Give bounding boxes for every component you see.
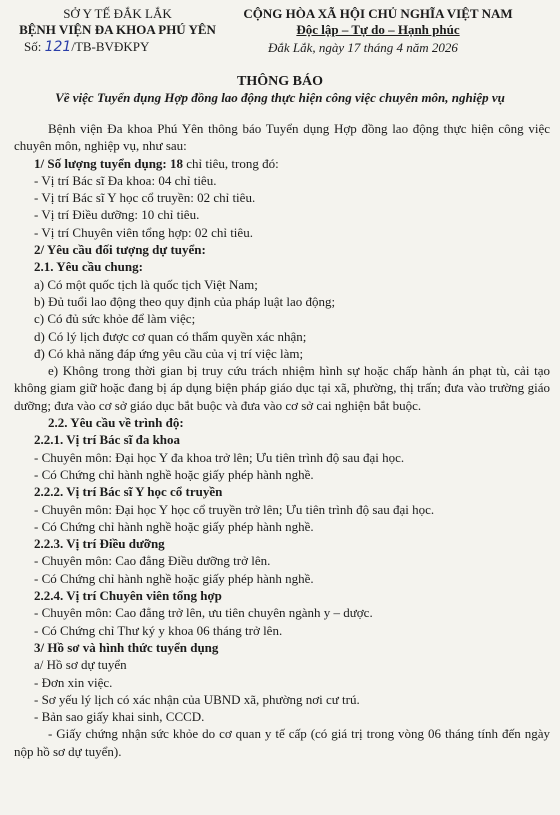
document-title: THÔNG BÁO xyxy=(237,74,323,89)
doc-number-label: Số: xyxy=(24,39,42,54)
section3-sub: a/ Hồ sơ dự tuyển xyxy=(34,657,127,673)
section3-heading: 3/ Hồ sơ và hình thức tuyển dụng xyxy=(34,639,219,655)
list-item: - Chuyên môn: Đại học Y đa khoa trở lên; Ưu tiên trình độ sau đại học. xyxy=(34,449,405,465)
list-item: - Vị trí Chuyên viên tổng hợp: 02 chỉ tiêu. xyxy=(34,224,253,240)
list-item: - Vị trí Điều dưỡng: 10 chỉ tiêu. xyxy=(34,207,200,223)
position-heading: 2.2.3. Vị trí Điều dưỡng xyxy=(34,536,165,552)
national-motto: Độc lập – Tự do – Hạnh phúc xyxy=(296,22,460,37)
position-heading: 2.2.4. Vị trí Chuyên viên tổng hợp xyxy=(34,588,222,604)
list-item: a) Có một quốc tịch là quốc tịch Việt Nam; xyxy=(34,276,258,292)
national-heading xyxy=(228,6,528,38)
position-heading: 2.2.2. Vị trí Bác sĩ Y học cổ truyền xyxy=(34,484,223,500)
issuer-department: SỞ Y TẾ ĐẮK LẮK xyxy=(63,6,172,21)
list-item: - Sơ yếu lý lịch có xác nhận của UBND xã, phường nơi cư trú. xyxy=(34,691,360,707)
list-item: đ) Có khả năng đáp ứng yêu cầu của vị trí việc làm; xyxy=(34,345,304,361)
list-item-last: - Giấy chứng nhận sức khỏe do cơ quan y tế cấp (có giá trị trong vòng 06 tháng tính đến ngày nộp hồ sơ dự tuyển). xyxy=(14,726,550,759)
list-item: - Có Chứng chỉ hành nghề hoặc giấy phép hành nghề. xyxy=(34,518,314,534)
list-item: - Chuyên môn: Cao đẳng trở lên, ưu tiên chuyên ngành y – dược. xyxy=(34,605,373,621)
document-subtitle: Về việc Tuyển dụng Hợp đồng lao động thực hiện công việc chuyên môn, nghiệp vụ xyxy=(55,90,505,105)
doc-number-suffix: /TB-BVĐKPY xyxy=(71,39,150,54)
document-body xyxy=(14,120,550,760)
list-item: - Vị trí Bác sĩ Y học cổ truyền: 02 chỉ tiêu. xyxy=(34,190,256,206)
list-item: b) Đủ tuổi lao động theo quy định của pháp luật lao động; xyxy=(34,293,336,309)
issuer-block xyxy=(10,6,225,38)
intro-paragraph: Bệnh viện Đa khoa Phú Yên thông báo Tuyển dụng Hợp đồng lao động thực hiện công việc chuyên môn, nghiệp vụ, như sau: xyxy=(14,121,550,154)
list-item: - Đơn xin việc. xyxy=(34,674,113,690)
section2-heading: 2/ Yêu cầu đối tượng dự tuyển: xyxy=(34,242,206,258)
section2-1-heading: 2.1. Yêu cầu chung: xyxy=(34,259,143,275)
list-item: - Có Chứng chỉ hành nghề hoặc giấy phép hành nghề. xyxy=(34,570,314,586)
position-heading: 2.2.1. Vị trí Bác sĩ đa khoa xyxy=(34,432,181,448)
section1-heading: 1/ Số lượng tuyển dụng: 18 chỉ tiêu, trong đó: xyxy=(34,155,279,171)
document-date: Đắk Lắk, ngày 17 tháng 4 năm 2026 xyxy=(268,40,458,55)
list-item: d) Có lý lịch được cơ quan có thẩm quyền xác nhận; xyxy=(34,328,307,344)
list-item: - Chuyên môn: Đại học Y học cổ truyền trở lên; Ưu tiên trình độ sau đại học. xyxy=(34,501,435,517)
list-item: - Vị trí Bác sĩ Đa khoa: 04 chỉ tiêu. xyxy=(34,172,217,188)
issuer-hospital: BỆNH VIỆN ĐA KHOA PHÚ YÊN xyxy=(19,22,216,37)
list-item: - Chuyên môn: Cao đẳng Điều dưỡng trở lên. xyxy=(34,553,271,569)
list-item: - Có Chứng chỉ hành nghề hoặc giấy phép hành nghề. xyxy=(34,466,314,482)
list-item: - Bản sao giấy khai sinh, CCCD. xyxy=(34,709,205,725)
list-item: - Có Chứng chỉ Thư ký y khoa 06 tháng trở lên. xyxy=(34,622,283,638)
national-name: CỘNG HÒA XÃ HỘI CHỦ NGHĨA VIỆT NAM xyxy=(243,6,513,21)
section2-2-heading: 2.2. Yêu cầu về trình độ: xyxy=(48,415,184,431)
list-item-e: e) Không trong thời gian bị truy cứu trách nhiệm hình sự hoặc chấp hành án phạt tù, cải tạo không giam giữ hoặc đang bị áp dụng biện pháp giáo dục tại xã, phường, thị trấn; đưa vào trường giáo dưỡng; đưa vào cơ sở giáo dục bắt buộc và đưa vào cơ sở cai nghiện bắt buộc. xyxy=(14,363,550,413)
doc-number-handwritten: 121 xyxy=(44,39,72,55)
document-number xyxy=(24,39,149,55)
list-item: c) Có đủ sức khỏe để làm việc; xyxy=(34,311,196,327)
